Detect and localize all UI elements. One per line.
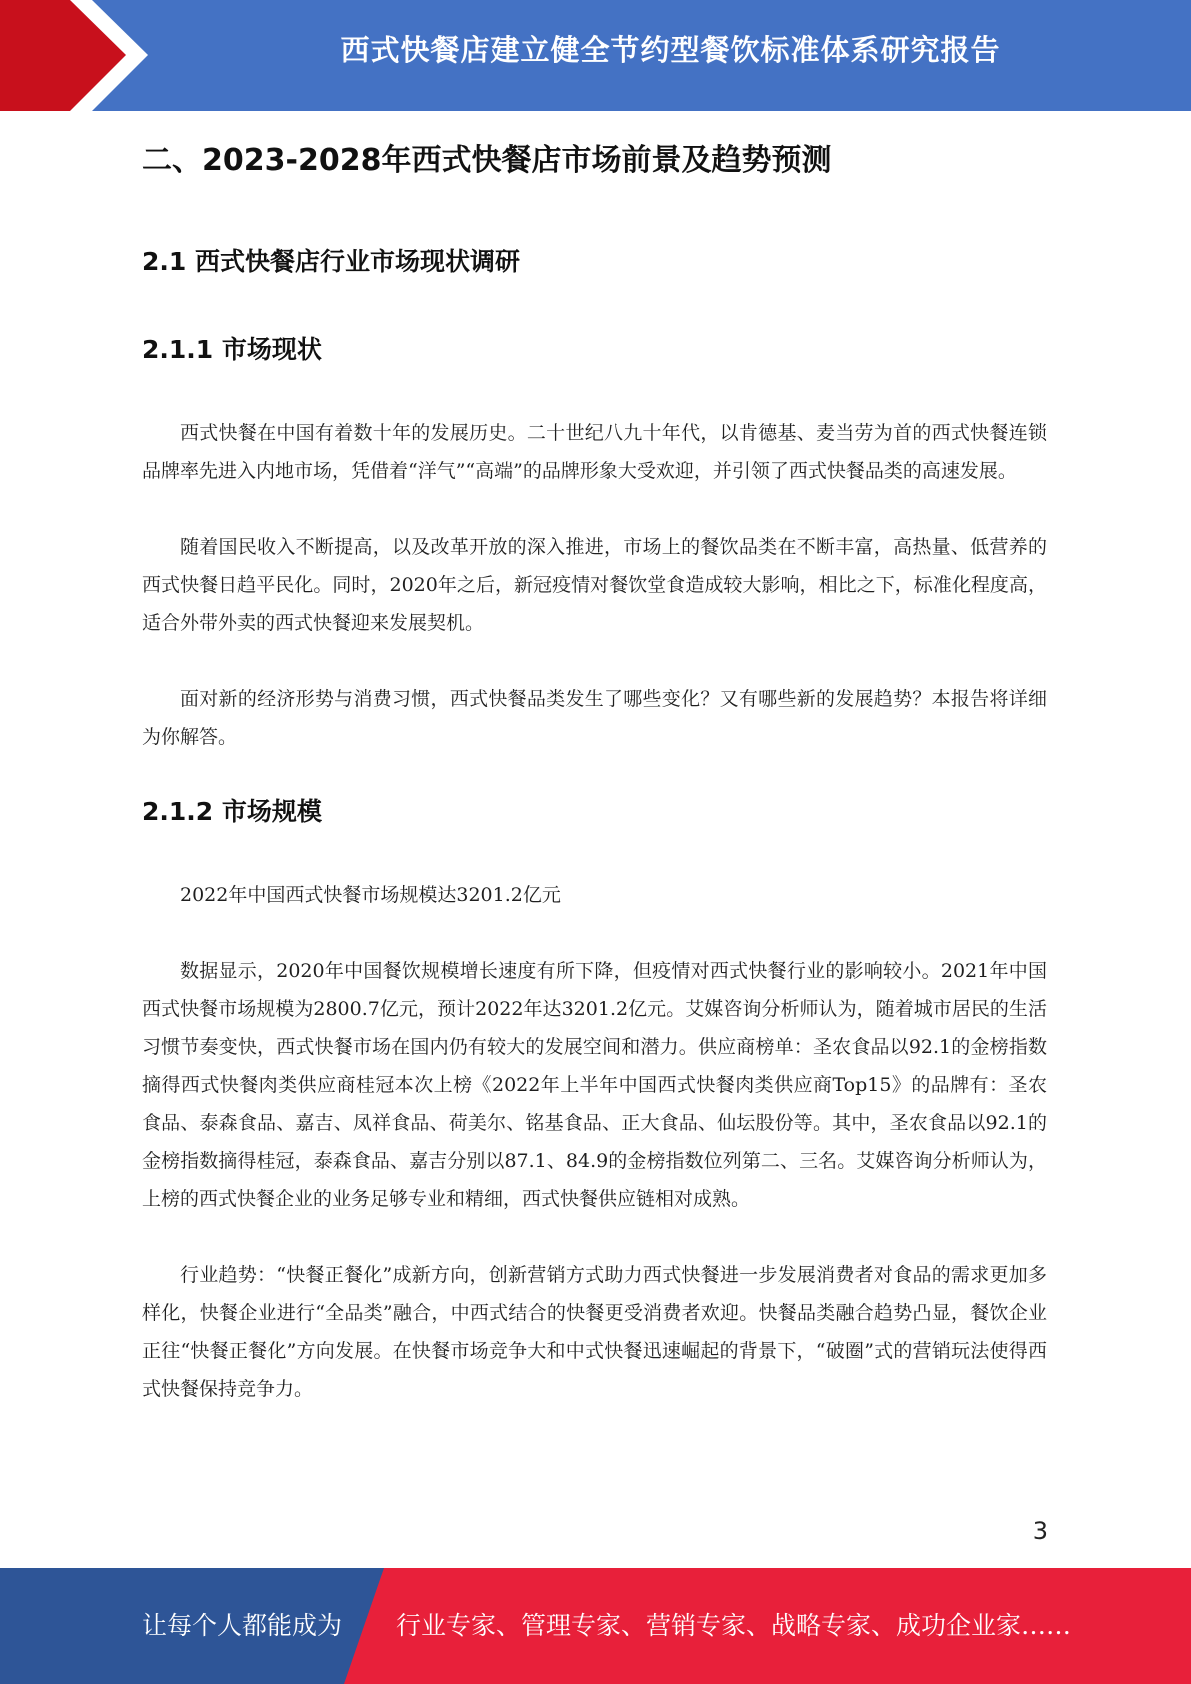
paragraph: 西式快餐在中国有着数十年的发展历史。二十世纪八九十年代，以肯德基、麦当劳为首的西式快餐连锁品牌率先进入内地市场，凭借着“洋气”“高端”的品牌形象大受欢迎，并引领了西式快餐品类的高速发展。 xyxy=(142,422,1047,482)
sub-subsection-title-market-size: 2.1.2 市场规模 xyxy=(142,797,322,826)
header-arrow-icon xyxy=(0,0,160,111)
page-footer-band xyxy=(0,1568,1191,1684)
page-header-band xyxy=(0,0,1191,111)
sub-subsection-title-market-status: 2.1.1 市场现状 xyxy=(142,335,322,364)
footer-slogan-left: 让每个人都能成为 xyxy=(142,1611,343,1640)
paragraph: 2022年中国西式快餐市场规模达3201.2亿元 xyxy=(180,884,561,906)
paragraph: 数据显示，2020年中国餐饮规模增长速度有所下降，但疫情对西式快餐行业的影响较小。2021年中国西式快餐市场规模为2800.7亿元，预计2022年达3201.2亿元。艾媒咨询分析师认为，随着城市居民的生活习惯节奏变快，西式快餐市场在国内仍有较大的发展空间和潜力。供应商榜单：圣农食品以92.1的金榜指数摘得西式快餐肉类供应商桂冠本次上榜《2022年上半年中国西式快餐肉类供应商Top15》的品牌有：圣农食品、泰森食品、嘉吉、凤祥食品、荷美尔、铭基食品、正大食品、仙坛股份等。其中，圣农食品以92.1的金榜指数摘得桂冠，泰森食品、嘉吉分别以87.1、84.9的金榜指数位列第二、三名。艾媒咨询分析师认为，上榜的西式快餐企业的业务足够专业和精细，西式快餐供应链相对成熟。 xyxy=(142,960,1047,1210)
footer-slogan-right: 行业专家、管理专家、营销专家、战略专家、成功企业家…… xyxy=(396,1611,1072,1640)
paragraph: 面对新的经济形势与消费习惯，西式快餐品类发生了哪些变化？又有哪些新的发展趋势？本报告将详细为你解答。 xyxy=(142,688,1047,748)
paragraph: 行业趋势：“快餐正餐化”成新方向，创新营销方式助力西式快餐进一步发展消费者对食品的需求更加多样化，快餐企业进行“全品类”融合，中西式结合的快餐更受消费者欢迎。快餐品类融合趋势凸显，餐饮企业正往“快餐正餐化”方向发展。在快餐市场竞争大和中式快餐迅速崛起的背景下，“破圈”式的营销玩法使得西式快餐保持竞争力。 xyxy=(142,1264,1047,1400)
page-number: 3 xyxy=(1032,1517,1048,1545)
subsection-title: 2.1 西式快餐店行业市场现状调研 xyxy=(142,247,520,276)
report-title: 西式快餐店建立健全节约型餐饮标准体系研究报告 xyxy=(340,33,1001,67)
document-body xyxy=(142,136,1047,1408)
section-title: 二、2023-2028年西式快餐店市场前景及趋势预测 xyxy=(142,143,832,178)
paragraph: 随着国民收入不断提高，以及改革开放的深入推进，市场上的餐饮品类在不断丰富，高热量、低营养的西式快餐日趋平民化。同时，2020年之后，新冠疫情对餐饮堂食造成较大影响，相比之下，标准化程度高，适合外带外卖的西式快餐迎来发展契机。 xyxy=(142,536,1047,634)
